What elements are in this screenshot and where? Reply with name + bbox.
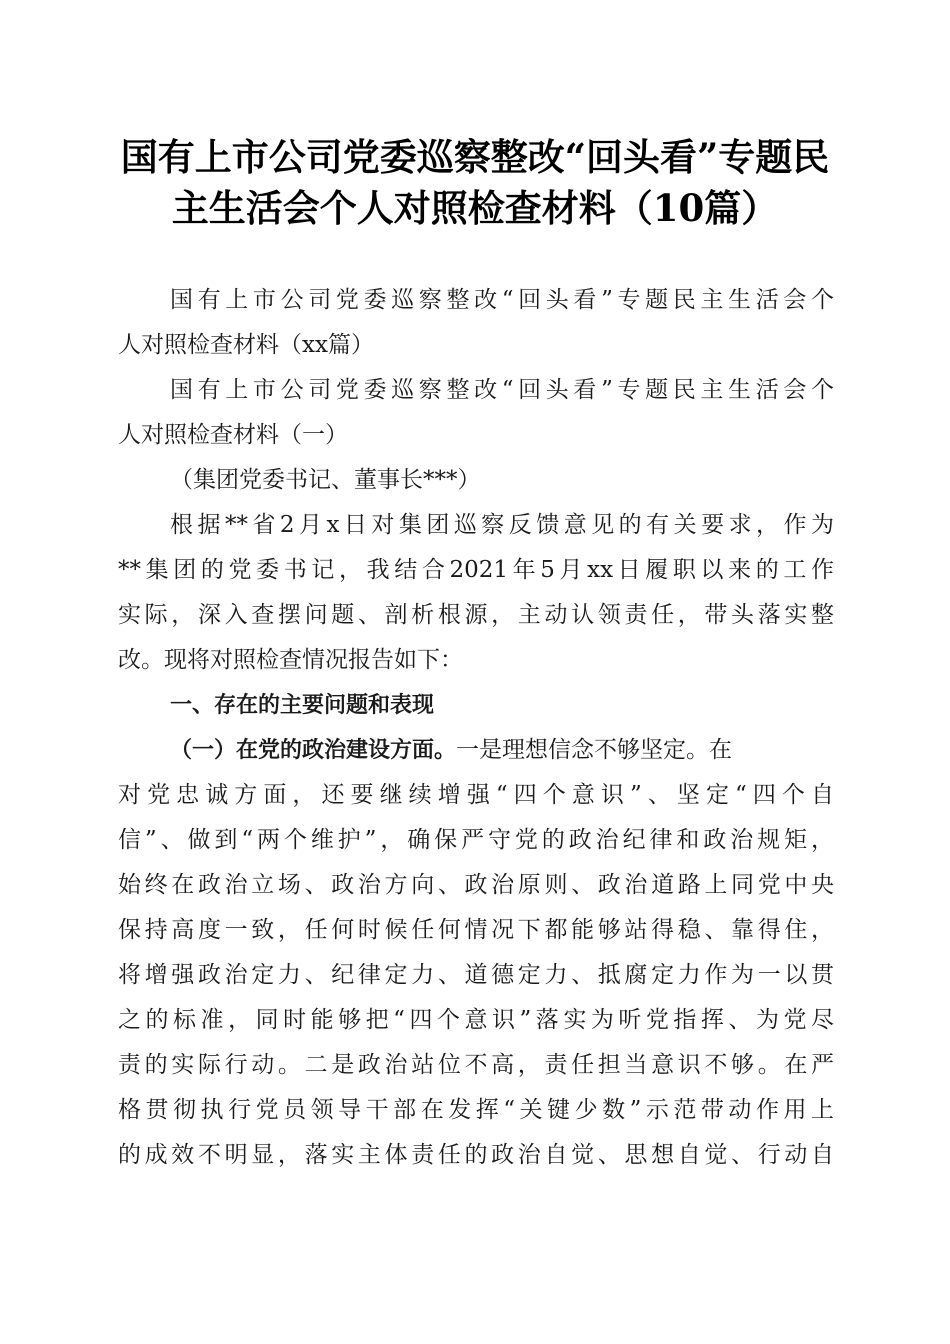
body-line: **集团的党委书记，我结合2021年5月xx日履职以来的工作 <box>118 557 834 583</box>
body-line: 根据**省2月x日对集团巡察反馈意见的有关要求，作为 <box>170 512 834 538</box>
body-line: 责的实际行动。二是政治站位不高，责任担当意识不够。在严 <box>118 1052 834 1078</box>
body-line: 改。现将对照检查情况报告如下： <box>118 647 463 673</box>
body-line: 人对照检查材料（xx篇） <box>118 332 374 358</box>
body-line: 人对照检查材料（一） <box>118 422 348 448</box>
body-line: 信”、做到“两个维护”，确保严守党的政治纪律和政治规矩， <box>118 827 834 853</box>
body-line: 始终在政治立场、政治方向、政治原则、政治道路上同党中央 <box>118 872 834 898</box>
body-line-text: 一是理想信念不够坚定。在 <box>456 737 733 763</box>
title-line-1: 国有上市公司党委巡察整改“回头看”专题民 <box>120 135 830 179</box>
document-title <box>100 132 850 234</box>
body-line: 的成效不明显，落实主体责任的政治自觉、思想自觉、行动自 <box>118 1142 834 1168</box>
body-line: 之的标准，同时能够把“四个意识”落实为听党指挥、为党尽 <box>118 1007 834 1033</box>
body-line: 对党忠诚方面，还要继续增强“四个意识”、坚定“四个自 <box>118 782 834 808</box>
body-line <box>118 728 834 773</box>
body-line: 将增强政治定力、纪律定力、道德定力、抵腐定力作为一以贯 <box>118 962 834 988</box>
body-line: 格贯彻执行党员领导干部在发挥“关键少数”示范带动作用上 <box>118 1097 834 1123</box>
body-line: 保持高度一致，任何时候任何情况下都能够站得稳、靠得住， <box>118 917 834 943</box>
body-line: 国有上市公司党委巡察整改“回头看”专题民主生活会个 <box>170 377 834 403</box>
subsection-heading: （一）在党的政治建设方面。 <box>170 738 457 763</box>
body-line: 国有上市公司党委巡察整改“回头看”专题民主生活会个 <box>170 287 834 313</box>
title-line-2: 主生活会个人对照检查材料（10篇） <box>171 186 779 230</box>
body-line: （集团党委书记、董事长***） <box>170 467 481 493</box>
body-line: 实际，深入查摆问题、剖析根源，主动认领责任，带头落实整 <box>118 602 834 628</box>
document-body <box>118 278 834 1178</box>
section-heading: 一、存在的主要问题和表现 <box>170 693 435 718</box>
